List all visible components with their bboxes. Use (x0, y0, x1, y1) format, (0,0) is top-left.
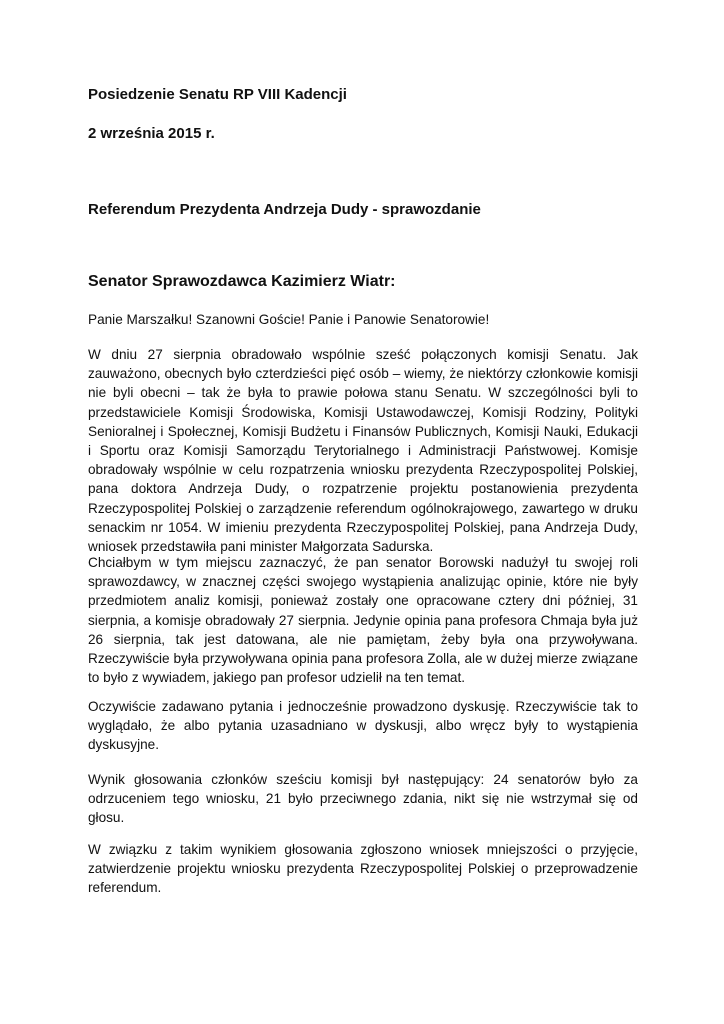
body-paragraph-4: Wynik głosowania członków sześciu komisji był następujący: 24 senatorów było za odrzuceniem tego wniosku, 21 było przeciwnego zdania, nikt się nie wstrzymał się od głosu. (88, 772, 638, 826)
topic-heading: Referendum Prezydenta Andrzeja Dudy - sprawozdanie (88, 201, 481, 218)
session-date: 2 września 2015 r. (88, 125, 215, 142)
body-paragraph-5: W związku z takim wynikiem głosowania zgłoszono wniosek mniejszości o przyjęcie, zatwierdzenie projektu wniosku prezydenta Rzeczypospolitej Polskiej o przeprowadzenie referendum. (88, 842, 638, 896)
body-paragraph-3: Oczywiście zadawano pytania i jednocześnie prowadzono dyskusję. Rzeczywiście tak to wyglądało, że albo pytania uzasadniano w dyskusji, albo wręcz były to wystąpienia dyskusyjne. (88, 699, 638, 753)
greeting-paragraph: Panie Marszałku! Szanowni Goście! Panie i Panowie Senatorowie! (88, 312, 490, 327)
body-paragraph-2: Chciałbym w tym miejscu zaznaczyć, że pan senator Borowski nadużył tu swojej roli sprawozdawcy, w znacznej części swojego wystąpienia analizując opinie, które nie były przedmiotem analiz komisji, ponieważ zostały one opracowane cztery dni później, 31 sierpnia, a komisje obradowały 27 sierpnia. Jedynie opinia pana profesora Chmaja była już 26 sierpnia, tak jest datowana, ale nie pamiętam, żeby była ona przywoływana. Rzeczywiście była przywoływana opinia pana profesora Zolla, ale w dużej mierze związane to było z wywiadem, jakiego pan profesor udzielił na ten temat. (88, 555, 638, 686)
body-paragraph-1: W dniu 27 sierpnia obradowało wspólnie sześć połączonych komisji Senatu. Jak zauważono, obecnych było czterdzieści pięć osób – wiemy, że niektórzy członkowie komisji nie byli obecni – tak że była to prawie połowa stanu Senatu. W szczególności byli to przedstawiciele Komisji Środowiska, Komisji Ustawodawczej, Komisji Rodziny, Polityki Senioralnej i Społecznej, Komisji Budżetu i Finansów Publicznych, Komisji Nauki, Edukacji i Sportu oraz Komisji Samorządu Terytorialnego i Administracji Państwowej. Komisje obradowały wspólnie w celu rozpatrzenia wniosku prezydenta Rzeczypospolitej Polskiej, pana doktora Andrzeja Dudy, o rozpatrzenie projektu postanowienia prezydenta Rzeczypospolitej Polskiej o zarządzenie referendum ogólnokrajowego, zawartego w druku senackim nr 1054. W imieniu prezydenta Rzeczypospolitej Polskiej, pana Andrzeja Dudy, wniosek przedstawiła pani minister Małgorzata Sadurska. (88, 347, 638, 555)
speaker-heading: Senator Sprawozdawca Kazimierz Wiatr: (88, 273, 396, 290)
session-title: Posiedzenie Senatu RP VIII Kadencji (88, 86, 347, 103)
